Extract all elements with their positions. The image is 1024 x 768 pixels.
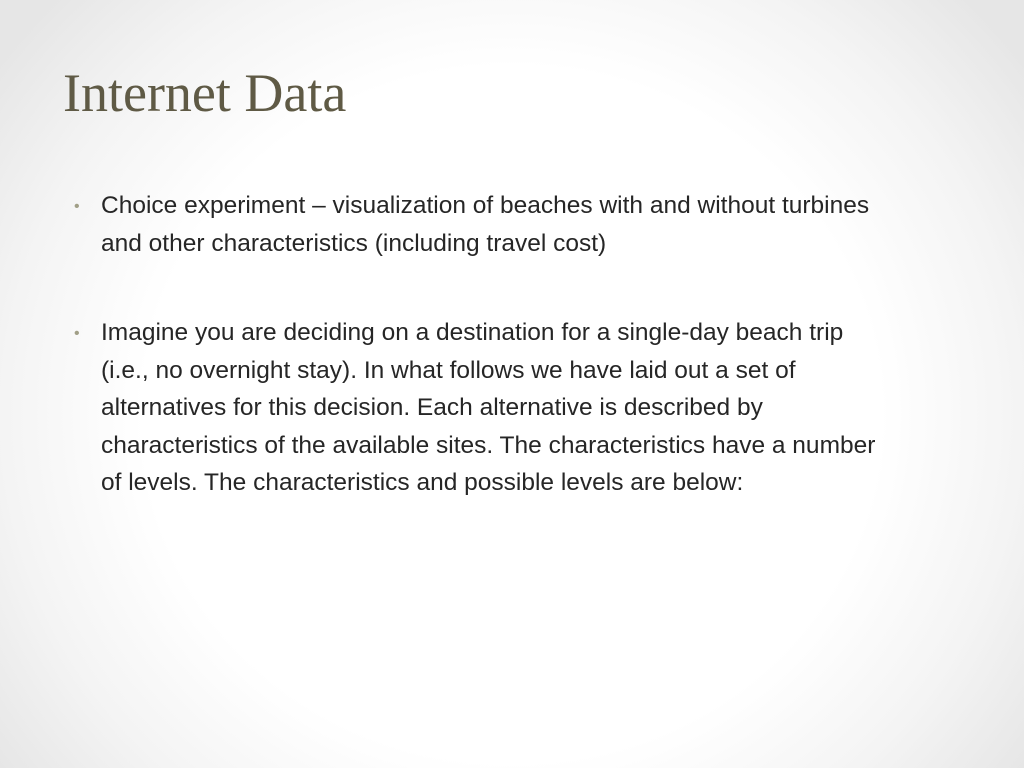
bullet-dot-icon: • <box>74 198 80 215</box>
bullet-item <box>70 187 900 262</box>
bullet-list <box>70 187 900 554</box>
bullet-dot-icon: • <box>74 325 80 342</box>
bullet-text: Imagine you are deciding on a destination for a single-day beach trip (i.e., no overnight stay). In what follows we have laid out a set of alternatives for this decision. Each alternative is described by characteristics of the available sites. The characteristics have a number of levels. The characteristics and possible levels are below: <box>101 319 876 496</box>
slide-title: Internet Data <box>63 63 347 123</box>
bullet-text: Choice experiment – visualization of beaches with and without turbines and other characteristics (including travel cost) <box>101 192 870 257</box>
bullet-item <box>70 314 900 502</box>
